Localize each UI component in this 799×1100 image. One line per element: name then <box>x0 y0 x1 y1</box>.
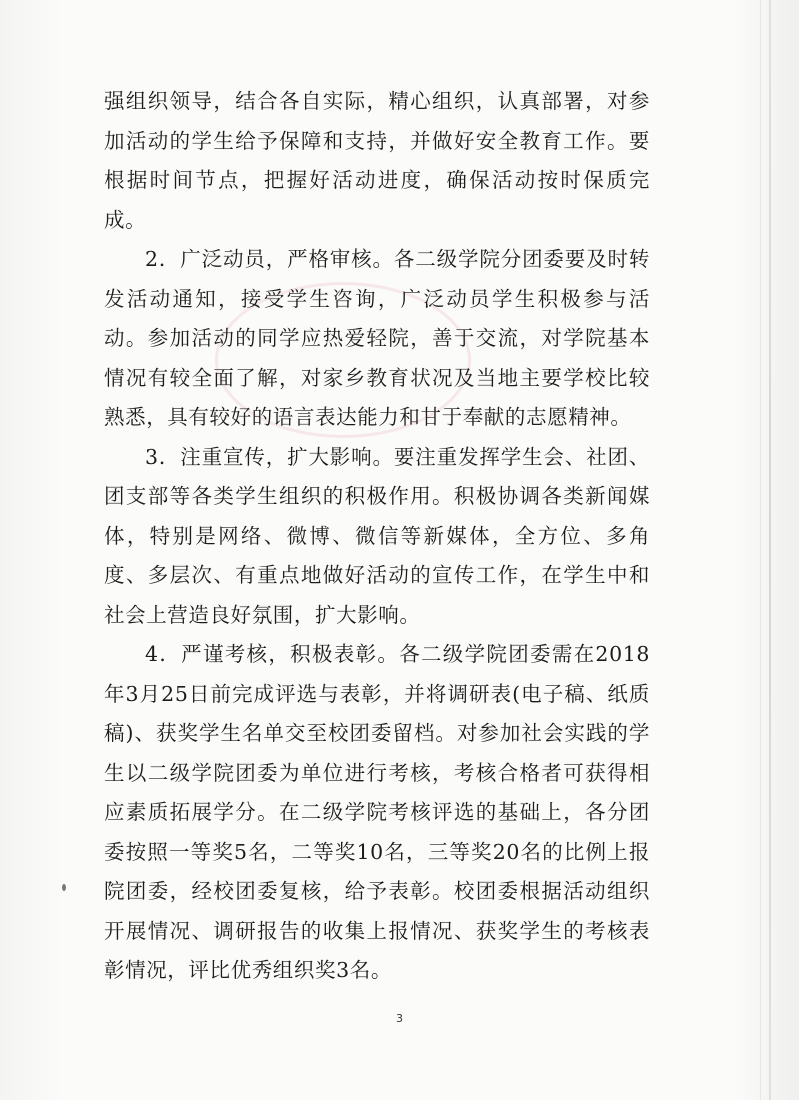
paragraph-item-3: 3．注重宣传，扩大影响。要注重发挥学生会、社团、团支部等各类学生组织的积极作用。积极协调各类新闻媒体，特别是网络、微博、微信等新媒体，全方位、多角度、多层次、有重点地做好活动的宣传工作，在学生中和社会上营造良好氛围，扩大影响。 <box>104 444 650 627</box>
paragraph-item-2: 2．广泛动员，严格审核。各二级学院分团委要及时转发活动通知，接受学生咨询，广泛动员学生积极参与活动。参加活动的同学应热爱轻院，善于交流，对学院基本情况有较全面了解，对家乡教育状况及当地主要学校比较熟悉，具有较好的语言表达能力和甘于奉献的志愿精神。 <box>104 247 650 429</box>
page-edge-shadow <box>769 0 771 1100</box>
page-edge-line <box>760 0 761 1100</box>
paragraph-item-4: 4．严谨考核，积极表彰。各二级学院团委需在2018年3月25日前完成评选与表彰，并将调研表(电子稿、纸质稿)、获奖学生名单交至校团委留档。对参加社会实践的学生以二级学院团委为单位进行考核，考核合格者可获得相应素质拓展学分。在二级学院考核评选的基础上，各分团委按照一等奖5名，二等奖10名，三等奖20名的比例上报院团委，经校团委复核，给予表彰。校团委根据活动组织开展情况、调研报告的收集上报情况、获奖学生的考核表彰情况，评比优秀组织奖3名。 <box>104 642 650 982</box>
scan-speck <box>62 884 66 891</box>
paragraph-continuation: 强组织领导，结合各自实际，精心组织，认真部署，对参加活动的学生给予保障和支持，并做好安全教育工作。要根据时间节点，把握好活动进度，确保活动按时保质完成。 <box>104 89 650 232</box>
document-body <box>104 82 650 991</box>
page-number: 3 <box>396 1012 403 1025</box>
